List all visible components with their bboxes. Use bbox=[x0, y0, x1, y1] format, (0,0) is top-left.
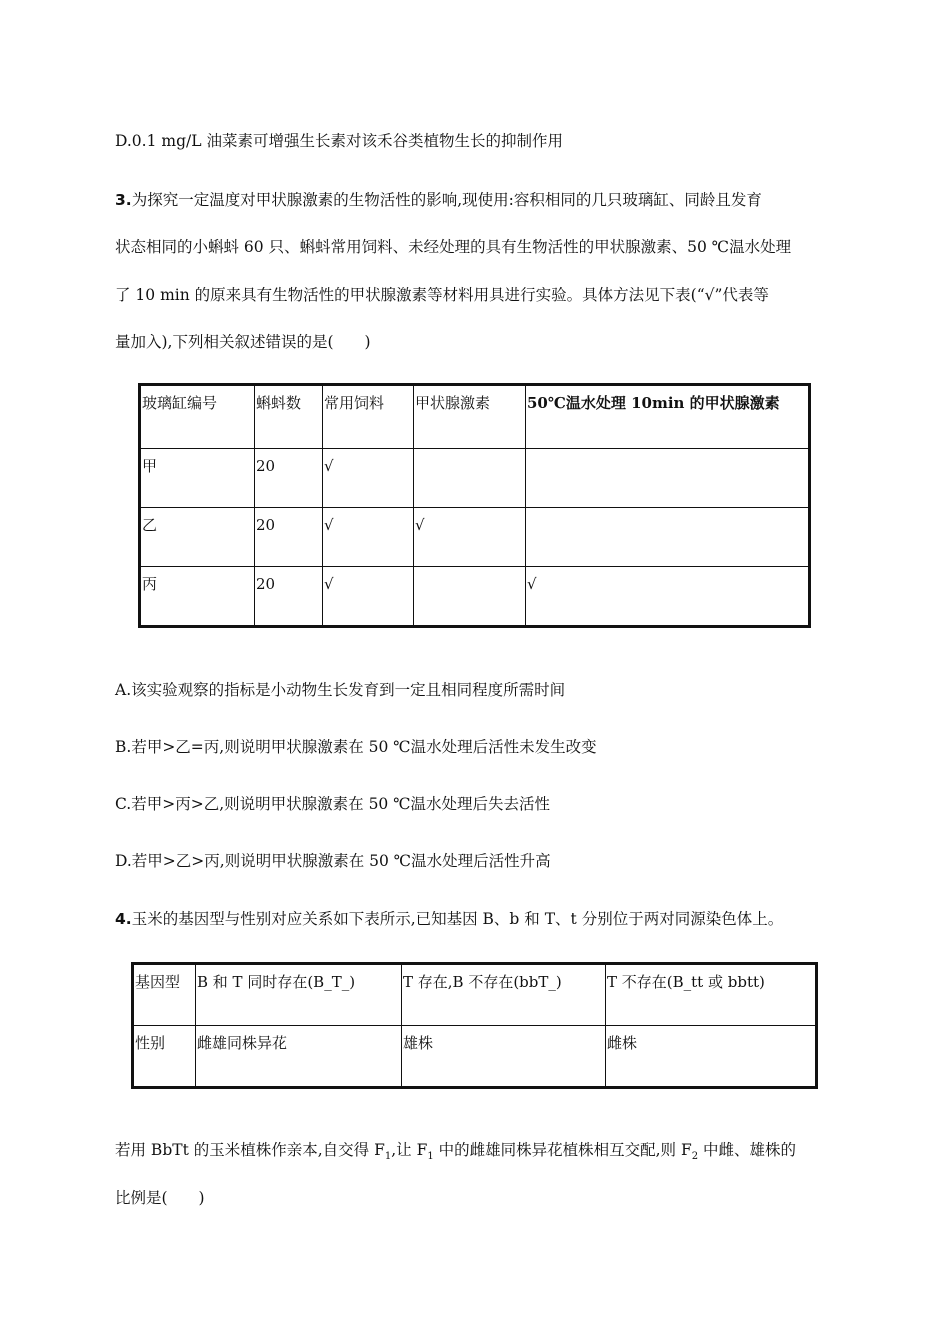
table-row bbox=[140, 449, 810, 508]
table-cell: √ bbox=[526, 567, 810, 627]
table-cell bbox=[414, 449, 526, 508]
table-cell: 20 bbox=[255, 449, 323, 508]
table-cell: 乙 bbox=[140, 508, 255, 567]
q3-header-cell: 蝌蚪数 bbox=[255, 385, 323, 449]
table-cell bbox=[526, 449, 810, 508]
prev-option-d: D.0.1 mg/L 油菜素可增强生长素对该禾谷类植物生长的抑制作用 bbox=[115, 132, 563, 150]
table-cell: √ bbox=[323, 567, 414, 627]
q3-stem-line-1: 3.为探究一定温度对甲状腺激素的生物活性的影响,现使用:容积相同的几只玻璃缸、同龄且发育 bbox=[115, 191, 762, 209]
q3-option-b: B.若甲>乙=丙,则说明甲状腺激素在 50 ℃温水处理后活性未发生改变 bbox=[115, 738, 597, 756]
q3-option-d: D.若甲>乙>丙,则说明甲状腺激素在 50 ℃温水处理后活性升高 bbox=[115, 852, 551, 870]
q3-stem-line-4: 量加入),下列相关叙述错误的是( ) bbox=[115, 333, 371, 351]
table-row bbox=[140, 567, 810, 627]
q3-stem-line-3: 了 10 min 的原来具有生物活性的甲状腺激素等材料用具进行实验。具体方法见下表(“√”代表等 bbox=[115, 286, 769, 304]
q3-table bbox=[138, 383, 811, 628]
q3-option-a: A.该实验观察的指标是小动物生长发育到一定且相同程度所需时间 bbox=[115, 681, 566, 699]
table-cell: 20 bbox=[255, 567, 323, 627]
q4-stem: 4.玉米的基因型与性别对应关系如下表所示,已知基因 B、b 和 T、t 分别位于两对同源染色体上。 bbox=[115, 910, 784, 928]
q3-header-cell: 50℃温水处理 10min 的甲状腺激素 bbox=[526, 385, 810, 449]
q3-header-cell: 玻璃缸编号 bbox=[140, 385, 255, 449]
table-cell: √ bbox=[414, 508, 526, 567]
table-cell: 雌雄同株异花 bbox=[196, 1026, 402, 1088]
table-cell: 雄株 bbox=[402, 1026, 606, 1088]
table-cell: T 不存在(B_tt 或 bbtt) bbox=[606, 964, 817, 1026]
q4-after-line-1: 若用 BbTt 的玉米植株作亲本,自交得 $F_1$,让 $F_1$ 中的雌雄同株异花植株相互交配,则 $F_2$ 中雌、雄株的 bbox=[115, 1141, 797, 1163]
table-row bbox=[140, 508, 810, 567]
table-cell: √ bbox=[323, 508, 414, 567]
table-cell bbox=[526, 508, 810, 567]
table-cell: √ bbox=[323, 449, 414, 508]
table-cell: B 和 T 同时存在(B_T_) bbox=[196, 964, 402, 1026]
q3-stem-line-2: 状态相同的小蝌蚪 60 只、蝌蚪常用饲料、未经处理的具有生物活性的甲状腺激素、50 ℃温水处理 bbox=[115, 238, 792, 256]
q4-after-line-2: 比例是( ) bbox=[115, 1189, 205, 1207]
table-row bbox=[133, 1026, 817, 1088]
table-cell bbox=[414, 567, 526, 627]
q3-table-header-row bbox=[140, 385, 810, 449]
q4-table bbox=[131, 962, 818, 1089]
q3-number: 3. bbox=[115, 191, 132, 209]
q3-header-cell: 甲状腺激素 bbox=[414, 385, 526, 449]
table-cell: 丙 bbox=[140, 567, 255, 627]
table-cell: 雌株 bbox=[606, 1026, 817, 1088]
table-row bbox=[133, 964, 817, 1026]
table-cell: 基因型 bbox=[133, 964, 196, 1026]
table-cell: 甲 bbox=[140, 449, 255, 508]
q3-option-c: C.若甲>丙>乙,则说明甲状腺激素在 50 ℃温水处理后失去活性 bbox=[115, 795, 551, 813]
table-cell: 20 bbox=[255, 508, 323, 567]
table-cell: T 存在,B 不存在(bbT_) bbox=[402, 964, 606, 1026]
q3-header-cell: 常用饲料 bbox=[323, 385, 414, 449]
table-cell: 性别 bbox=[133, 1026, 196, 1088]
q4-number: 4. bbox=[115, 910, 132, 928]
